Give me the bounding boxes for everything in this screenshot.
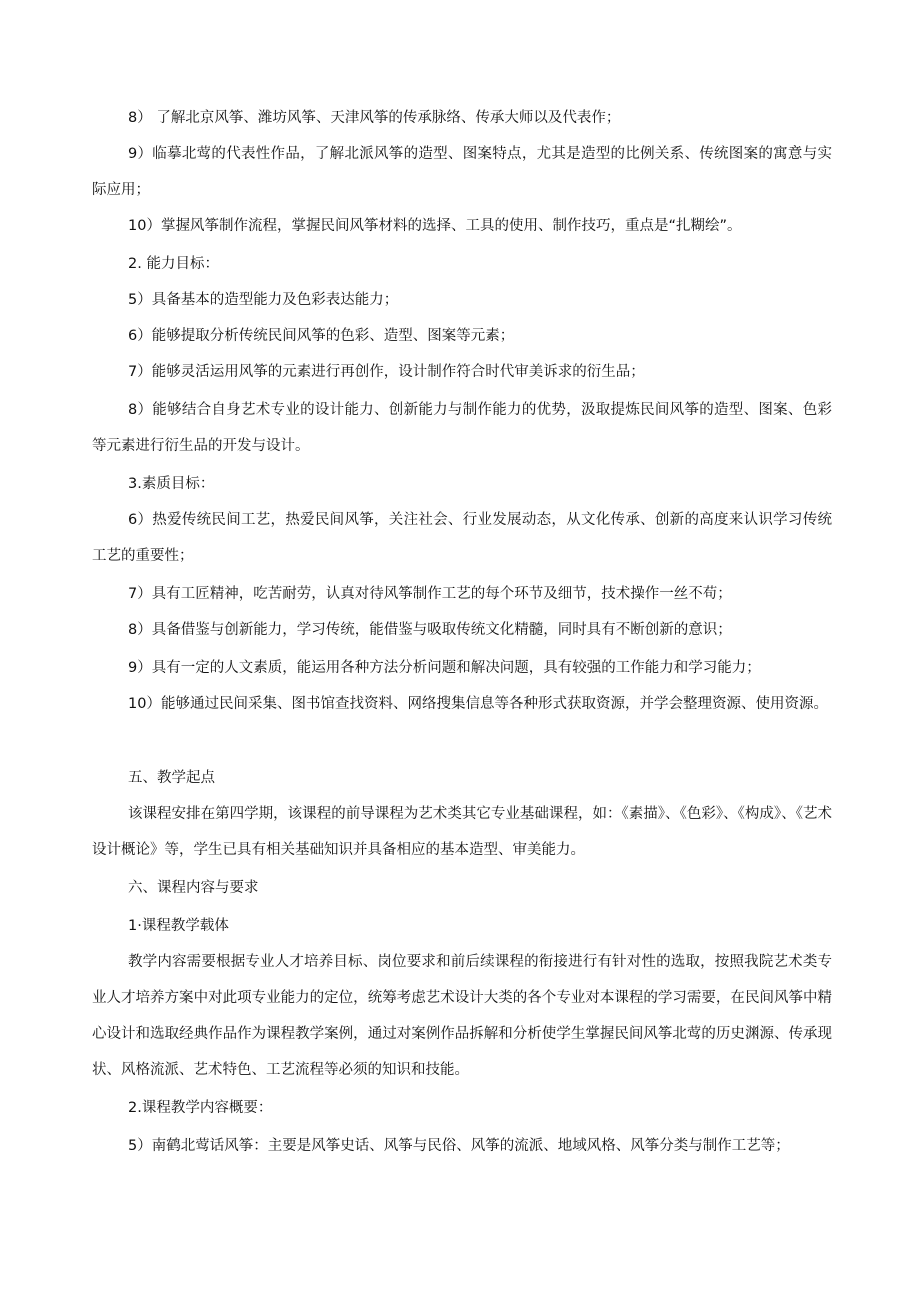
paragraph-teaching-start: 该课程安排在第四学期，该课程的前导课程为艺术类其它专业基础课程，如：《素描》、《色彩》、《构成》、《艺术设计概论》等，学生已具有相关基础知识并具备相应的基本造型、审美能力。 (92, 806, 832, 858)
paragraph-knowledge-10: 10）掌握风筝制作流程，掌握民间风筝材料的选择、工具的使用、制作技巧，重点是“扎糊绘”。 (128, 218, 742, 234)
paragraph-quality-10: 10）能够通过民间采集、图书馆查找资料、网络搜集信息等各种形式获取资源，并学会整理资源、使用资源。 (128, 696, 828, 712)
paragraph-ability-7: 7）能够灵活运用风筝的元素进行再创作，设计制作符合时代审美诉求的衍生品； (128, 364, 645, 380)
paragraph-ability-8: 8）能够结合自身艺术专业的设计能力、创新能力与制作能力的优势，汲取提炼民间风筝的造型、图案、色彩等元素进行衍生品的开发与设计。 (92, 402, 832, 454)
heading-ability-goals: 2. 能力目标： (128, 256, 219, 272)
paragraph-content-5: 5）南鹤北莺话风筝：主要是风筝史话、风筝与民俗、风筝的流派、地域风格、风筝分类与制作工艺等； (128, 1138, 790, 1154)
paragraph-course-carrier: 教学内容需要根据专业人才培养目标、岗位要求和前后续课程的衔接进行有针对性的选取，按照我院艺术类专业人才培养方案中对此项专业能力的定位，统筹考虑艺术设计大类的各个专业对本课程的学习需要，在民间风筝中精心设计和选取经典作品作为课程教学案例，通过对案例作品拆解和分析使学生掌握民间风筝北莺的历史渊源、传承现状、风格流派、艺术特色、工艺流程等必须的知识和技能。 (92, 954, 832, 1078)
paragraph-quality-7: 7）具有工匠精神，吃苦耐劳，认真对待风筝制作工艺的每个环节及细节，技术操作一丝不苟； (128, 586, 732, 602)
paragraph-knowledge-8: 8） 了解北京风筝、潍坊风筝、天津风筝的传承脉络、传承大师以及代表作； (128, 110, 621, 126)
section-heading-teaching-start: 五、教学起点 (128, 770, 215, 786)
paragraph-quality-9: 9）具有一定的人文素质，能运用各种方法分析问题和解决问题，具有较强的工作能力和学习能力； (128, 660, 761, 676)
paragraph-quality-6: 6）热爱传统民间工艺，热爱民间风筝，关注社会、行业发展动态，从文化传承、创新的高度来认识学习传统工艺的重要性； (92, 512, 832, 564)
paragraph-quality-8: 8）具备借鉴与创新能力，学习传统，能借鉴与吸取传统文化精髓，同时具有不断创新的意识； (128, 622, 732, 638)
section-heading-course-content: 六、课程内容与要求 (128, 880, 259, 896)
paragraph-ability-6: 6）能够提取分析传统民间风筝的色彩、造型、图案等元素； (128, 328, 515, 344)
paragraph-ability-5: 5）具备基本的造型能力及色彩表达能力； (128, 292, 399, 308)
heading-quality-goals: 3.素质目标： (128, 476, 215, 492)
paragraph-knowledge-9: 9）临摹北莺的代表性作品，了解北派风筝的造型、图案特点，尤其是造型的比例关系、传统图案的寓意与实际应用； (92, 146, 832, 198)
heading-content-summary: 2.课程教学内容概要： (128, 1100, 273, 1116)
heading-course-carrier: 1·课程教学载体 (128, 918, 229, 934)
